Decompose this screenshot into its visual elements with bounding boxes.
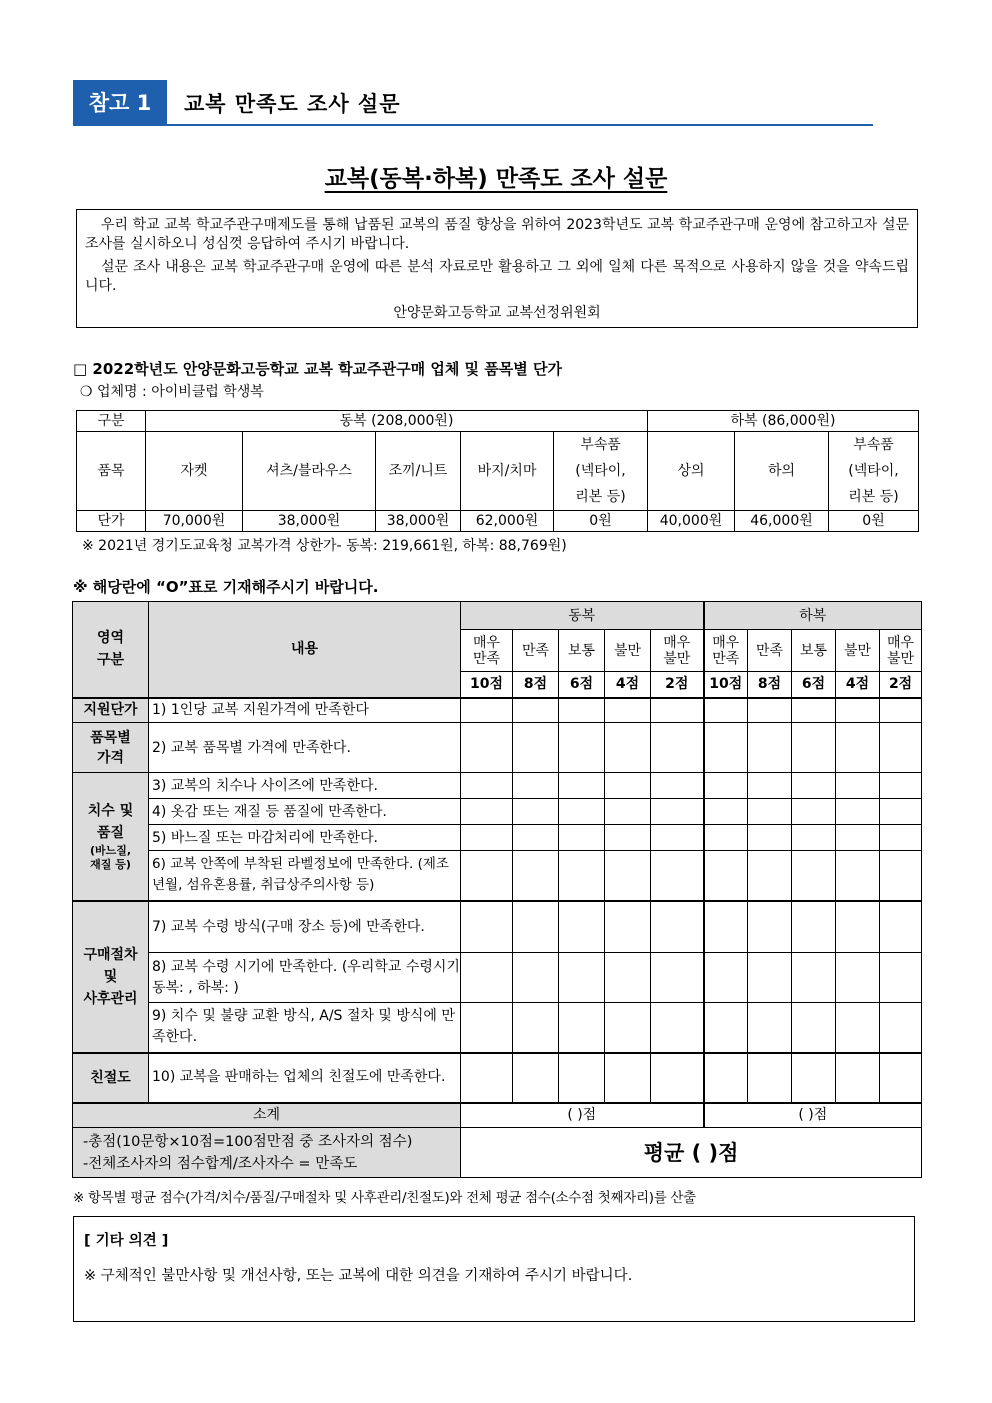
item-accessory-label: 부속품 bbox=[853, 437, 894, 453]
rating-very-satisfied: 매우 만족 bbox=[704, 630, 748, 672]
question-8: 8) 교복 수령 시기에 만족한다. (우리학교 수령시기 동복: , 하복: ) bbox=[149, 953, 461, 1003]
item-jacket: 자켓 bbox=[146, 432, 243, 511]
answer-cell[interactable] bbox=[513, 825, 559, 851]
question-row-9 bbox=[73, 1003, 922, 1053]
price-cell: 0원 bbox=[829, 511, 919, 532]
question-9: 9) 치수 및 불량 교환 방식, A/S 절차 및 방식에 만족한다. bbox=[149, 1003, 461, 1053]
rating-very-dissatisfied: 매우 불만 bbox=[651, 630, 704, 672]
price-cell: 62,000원 bbox=[461, 511, 554, 532]
item-pants: 바지/치마 bbox=[461, 432, 554, 511]
item-vest: 조끼/니트 bbox=[376, 432, 461, 511]
answer-cell[interactable] bbox=[704, 773, 748, 799]
calculation-note: ※ 항목별 평균 점수(가격/치수/품질/구매절차 및 사후관리/친절도)와 전체 평균 점수(소수점 첫째자리)를 산출 bbox=[73, 1190, 696, 1206]
score-10: 10점 bbox=[461, 672, 513, 698]
answer-cell[interactable] bbox=[461, 698, 513, 723]
rating-dissatisfied: 불만 bbox=[605, 630, 651, 672]
answer-cell[interactable] bbox=[748, 723, 792, 773]
score-10: 10점 bbox=[704, 672, 748, 698]
answer-cell[interactable] bbox=[605, 773, 651, 799]
answer-cell[interactable] bbox=[651, 825, 704, 851]
answer-cell[interactable] bbox=[704, 851, 748, 901]
score-2: 2점 bbox=[651, 672, 704, 698]
answer-cell[interactable] bbox=[704, 723, 748, 773]
answer-cell[interactable] bbox=[704, 799, 748, 825]
answer-cell[interactable] bbox=[513, 901, 559, 953]
answer-cell[interactable] bbox=[836, 901, 880, 953]
survey-h-content: 내용 bbox=[149, 602, 461, 698]
area-item-price: 품목별 가격 bbox=[73, 723, 149, 773]
answer-cell[interactable] bbox=[461, 953, 513, 1003]
answer-cell[interactable] bbox=[559, 1053, 605, 1103]
answer-cell[interactable] bbox=[559, 698, 605, 723]
answer-cell[interactable] bbox=[605, 799, 651, 825]
question-3: 3) 교복의 치수나 사이즈에 만족한다. bbox=[149, 773, 461, 799]
answer-cell[interactable] bbox=[559, 799, 605, 825]
price-h-summer: 하복 (86,000원) bbox=[648, 411, 919, 432]
header-title: 교복 만족도 조사 설문 bbox=[184, 92, 401, 116]
formula-line1: -총점(10문항×10점=100점만점 중 조사자의 점수) bbox=[83, 1133, 413, 1150]
subtotal-label: 소계 bbox=[73, 1103, 461, 1128]
other-opinion-title: [ 기타 의견 ] bbox=[84, 1233, 169, 1249]
intro-paragraph-1: 우리 학교 교복 학교주관구매제도를 통해 납품된 교복의 품질 향상을 위하여 2023학년도 교복 학교주관구매 운영에 참고하고자 설문조사를 실시하오니 성심껏 응답하여 주시기 바랍니다. bbox=[85, 217, 909, 252]
answer-cell[interactable] bbox=[605, 1003, 651, 1053]
question-row-8 bbox=[73, 953, 922, 1003]
answer-cell[interactable] bbox=[559, 773, 605, 799]
price-header-row bbox=[77, 411, 919, 432]
question-5: 5) 바느질 또는 마감처리에 만족한다. bbox=[149, 825, 461, 851]
answer-cell[interactable] bbox=[461, 773, 513, 799]
price-h-price: 단가 bbox=[77, 511, 146, 532]
survey-h-area-line1: 영역 bbox=[96, 630, 125, 647]
answer-cell[interactable] bbox=[836, 723, 880, 773]
answer-cell[interactable] bbox=[792, 1003, 836, 1053]
item-accessory-summer bbox=[829, 432, 919, 511]
other-opinion-text: ※ 구체적인 불만사항 및 개선사항, 또는 교복에 대한 의견을 기재하여 주시기 바랍니다. bbox=[84, 1268, 633, 1284]
item-shirt: 셔츠/블라우스 bbox=[243, 432, 376, 511]
answer-cell[interactable] bbox=[513, 1003, 559, 1053]
item-top: 상의 bbox=[648, 432, 735, 511]
answer-cell[interactable] bbox=[559, 1003, 605, 1053]
answer-cell[interactable] bbox=[836, 1003, 880, 1053]
answer-cell[interactable] bbox=[880, 953, 922, 1003]
page-title bbox=[0, 160, 992, 193]
answer-cell[interactable] bbox=[748, 698, 792, 723]
price-value-row bbox=[77, 511, 919, 532]
answer-cell[interactable] bbox=[880, 1003, 922, 1053]
survey-header-row1 bbox=[73, 602, 922, 630]
rating-dissatisfied: 불만 bbox=[836, 630, 880, 672]
answer-cell[interactable] bbox=[605, 723, 651, 773]
answer-cell[interactable] bbox=[559, 825, 605, 851]
answer-cell[interactable] bbox=[836, 953, 880, 1003]
average-row bbox=[73, 1128, 922, 1178]
question-1: 1) 1인당 교복 지원가격에 만족한다 bbox=[149, 698, 461, 723]
answer-cell[interactable] bbox=[836, 1053, 880, 1103]
header-underline bbox=[73, 124, 873, 126]
intro-paragraph-2: 설문 조사 내용은 교복 학교주관구매 운영에 따른 분석 자료로만 활용하고 그 외에 일체 다른 목적으로 사용하지 않을 것을 약속드립니다. bbox=[85, 259, 909, 294]
item-bottom: 하의 bbox=[735, 432, 829, 511]
answer-cell[interactable] bbox=[605, 825, 651, 851]
answer-cell[interactable] bbox=[651, 953, 704, 1003]
survey-table bbox=[72, 601, 922, 1178]
vendor-name: ❍ 업체명 : 아이비클럽 학생복 bbox=[80, 384, 264, 400]
subtotal-summer[interactable]: ( )점 bbox=[704, 1103, 922, 1128]
answer-cell[interactable] bbox=[704, 698, 748, 723]
question-row-2 bbox=[73, 723, 922, 773]
answer-cell[interactable] bbox=[704, 953, 748, 1003]
score-6: 6점 bbox=[559, 672, 605, 698]
answer-cell[interactable] bbox=[461, 1003, 513, 1053]
answer-cell[interactable] bbox=[559, 901, 605, 953]
other-opinion-box[interactable] bbox=[73, 1216, 915, 1322]
question-row-5 bbox=[73, 825, 922, 851]
area-purchase-aftercare: 구매절차 및 사후관리 bbox=[73, 901, 149, 1053]
answer-cell[interactable] bbox=[748, 1053, 792, 1103]
answer-cell[interactable] bbox=[836, 825, 880, 851]
question-row-10 bbox=[73, 1053, 922, 1103]
answer-cell[interactable] bbox=[461, 825, 513, 851]
rating-normal: 보통 bbox=[792, 630, 836, 672]
answer-cell[interactable] bbox=[880, 901, 922, 953]
answer-cell[interactable] bbox=[605, 953, 651, 1003]
subtotal-row bbox=[73, 1103, 922, 1128]
price-cell: 38,000원 bbox=[243, 511, 376, 532]
area-size-quality: 치수 및 품질 (바느질, 재질 등) bbox=[73, 773, 149, 901]
reference-tag: 참고 1 bbox=[73, 80, 167, 124]
question-6: 6) 교복 안쪽에 부착된 라벨정보에 만족한다. (제조년월, 섬유혼용률, 취급상주의사항 등) bbox=[149, 851, 461, 901]
item-accessory-note2: 리본 등) bbox=[575, 489, 626, 505]
subtotal-winter[interactable]: ( )점 bbox=[461, 1103, 704, 1128]
survey-h-summer: 하복 bbox=[704, 602, 922, 630]
answer-cell[interactable] bbox=[792, 698, 836, 723]
price-cap-note: ※ 2021년 경기도교육청 교복가격 상한가- 동복: 219,661원, 하복: 88,769원) bbox=[82, 538, 567, 554]
answer-cell[interactable] bbox=[461, 799, 513, 825]
answer-cell[interactable] bbox=[880, 799, 922, 825]
answer-cell[interactable] bbox=[651, 1053, 704, 1103]
item-accessory-winter bbox=[554, 432, 648, 511]
question-row-4 bbox=[73, 799, 922, 825]
answer-cell[interactable] bbox=[880, 825, 922, 851]
answer-cell[interactable] bbox=[605, 901, 651, 953]
price-cell: 70,000원 bbox=[146, 511, 243, 532]
score-6: 6점 bbox=[792, 672, 836, 698]
answer-cell[interactable] bbox=[704, 825, 748, 851]
answer-cell[interactable] bbox=[836, 851, 880, 901]
question-4: 4) 옷감 또는 재질 등 품질에 만족한다. bbox=[149, 799, 461, 825]
survey-h-area bbox=[73, 602, 149, 698]
answer-cell[interactable] bbox=[651, 799, 704, 825]
rating-very-dissatisfied: 매우 불만 bbox=[880, 630, 922, 672]
question-row-7 bbox=[73, 901, 922, 953]
answer-cell[interactable] bbox=[704, 901, 748, 953]
answer-cell[interactable] bbox=[792, 799, 836, 825]
area-size-quality-sub: (바느질, 재질 등) bbox=[89, 844, 132, 872]
answer-cell[interactable] bbox=[792, 825, 836, 851]
answer-cell[interactable] bbox=[513, 953, 559, 1003]
answer-cell[interactable] bbox=[880, 698, 922, 723]
price-cell: 40,000원 bbox=[648, 511, 735, 532]
answer-cell[interactable] bbox=[836, 773, 880, 799]
answer-cell[interactable] bbox=[513, 1053, 559, 1103]
formula-line2: -전체조사자의 점수합계/조사자수 = 만족도 bbox=[83, 1155, 358, 1172]
answer-cell[interactable] bbox=[461, 723, 513, 773]
answer-cell[interactable] bbox=[513, 799, 559, 825]
answer-cell[interactable] bbox=[792, 723, 836, 773]
answer-cell[interactable] bbox=[651, 773, 704, 799]
answer-cell[interactable] bbox=[748, 799, 792, 825]
formula-cell bbox=[73, 1128, 461, 1178]
answer-cell[interactable] bbox=[605, 851, 651, 901]
answer-cell[interactable] bbox=[651, 1003, 704, 1053]
answer-cell[interactable] bbox=[748, 953, 792, 1003]
answer-cell[interactable] bbox=[513, 851, 559, 901]
score-4: 4점 bbox=[836, 672, 880, 698]
score-8: 8점 bbox=[513, 672, 559, 698]
answer-cell[interactable] bbox=[792, 851, 836, 901]
rating-satisfied: 만족 bbox=[748, 630, 792, 672]
item-accessory-note2: 리본 등) bbox=[848, 489, 899, 505]
price-cell: 38,000원 bbox=[376, 511, 461, 532]
question-2: 2) 교복 품목별 가격에 만족한다. bbox=[149, 723, 461, 773]
answer-cell[interactable] bbox=[461, 901, 513, 953]
intro-box bbox=[76, 209, 918, 328]
score-8: 8점 bbox=[748, 672, 792, 698]
answer-cell[interactable] bbox=[880, 1053, 922, 1103]
item-accessory-label: 부속품 bbox=[580, 437, 621, 453]
survey-h-winter: 동복 bbox=[461, 602, 704, 630]
average-cell[interactable]: 평균 ( )점 bbox=[461, 1128, 922, 1178]
section2-title: ※ 해당란에 “O”표로 기재해주시기 바랍니다. bbox=[73, 578, 379, 596]
survey-h-area-line2: 구분 bbox=[96, 652, 125, 669]
answer-cell[interactable] bbox=[605, 698, 651, 723]
score-2: 2점 bbox=[880, 672, 922, 698]
answer-cell[interactable] bbox=[836, 698, 880, 723]
question-row-3 bbox=[73, 773, 922, 799]
answer-cell[interactable] bbox=[880, 851, 922, 901]
answer-cell[interactable] bbox=[748, 901, 792, 953]
area-kindness: 친절도 bbox=[73, 1053, 149, 1103]
area-support-price: 지원단가 bbox=[73, 698, 149, 723]
item-accessory-note1: (넥타이, bbox=[575, 463, 626, 479]
answer-cell[interactable] bbox=[792, 1053, 836, 1103]
price-h-category: 구분 bbox=[77, 411, 146, 432]
answer-cell[interactable] bbox=[792, 901, 836, 953]
question-7: 7) 교복 수령 방식(구매 장소 등)에 만족한다. bbox=[149, 901, 461, 953]
price-h-item: 품목 bbox=[77, 432, 146, 511]
answer-cell[interactable] bbox=[880, 723, 922, 773]
section1-title: □ 2022학년도 안양문화고등학교 교복 학교주관구매 업체 및 품목별 단가 bbox=[73, 360, 562, 378]
rating-very-satisfied: 매우 만족 bbox=[461, 630, 513, 672]
question-row-6 bbox=[73, 851, 922, 901]
answer-cell[interactable] bbox=[461, 1053, 513, 1103]
answer-cell[interactable] bbox=[651, 698, 704, 723]
price-h-winter: 동복 (208,000원) bbox=[146, 411, 648, 432]
question-row-1 bbox=[73, 698, 922, 723]
answer-cell[interactable] bbox=[792, 953, 836, 1003]
item-accessory-note1: (넥타이, bbox=[848, 463, 899, 479]
answer-cell[interactable] bbox=[880, 773, 922, 799]
answer-cell[interactable] bbox=[559, 723, 605, 773]
price-cell: 46,000원 bbox=[735, 511, 829, 532]
price-cell: 0원 bbox=[554, 511, 648, 532]
question-10: 10) 교복을 판매하는 업체의 친절도에 만족한다. bbox=[149, 1053, 461, 1103]
answer-cell[interactable] bbox=[605, 1053, 651, 1103]
answer-cell[interactable] bbox=[651, 901, 704, 953]
answer-cell[interactable] bbox=[704, 1053, 748, 1103]
answer-cell[interactable] bbox=[513, 773, 559, 799]
rating-satisfied: 만족 bbox=[513, 630, 559, 672]
answer-cell[interactable] bbox=[748, 1003, 792, 1053]
answer-cell[interactable] bbox=[704, 1003, 748, 1053]
rating-normal: 보통 bbox=[559, 630, 605, 672]
answer-cell[interactable] bbox=[513, 698, 559, 723]
answer-cell[interactable] bbox=[461, 851, 513, 901]
price-item-row bbox=[77, 432, 919, 511]
intro-signature: 안양문화고등학교 교복선정위원회 bbox=[393, 305, 601, 321]
answer-cell[interactable] bbox=[748, 773, 792, 799]
score-4: 4점 bbox=[605, 672, 651, 698]
answer-cell[interactable] bbox=[651, 723, 704, 773]
answer-cell[interactable] bbox=[792, 773, 836, 799]
answer-cell[interactable] bbox=[748, 851, 792, 901]
page-title-text: 교복(동복·하복) 만족도 조사 설문 bbox=[324, 166, 668, 192]
answer-cell[interactable] bbox=[836, 799, 880, 825]
answer-cell[interactable] bbox=[559, 953, 605, 1003]
price-table bbox=[76, 410, 919, 532]
answer-cell[interactable] bbox=[748, 825, 792, 851]
answer-cell[interactable] bbox=[651, 851, 704, 901]
answer-cell[interactable] bbox=[513, 723, 559, 773]
answer-cell[interactable] bbox=[559, 851, 605, 901]
